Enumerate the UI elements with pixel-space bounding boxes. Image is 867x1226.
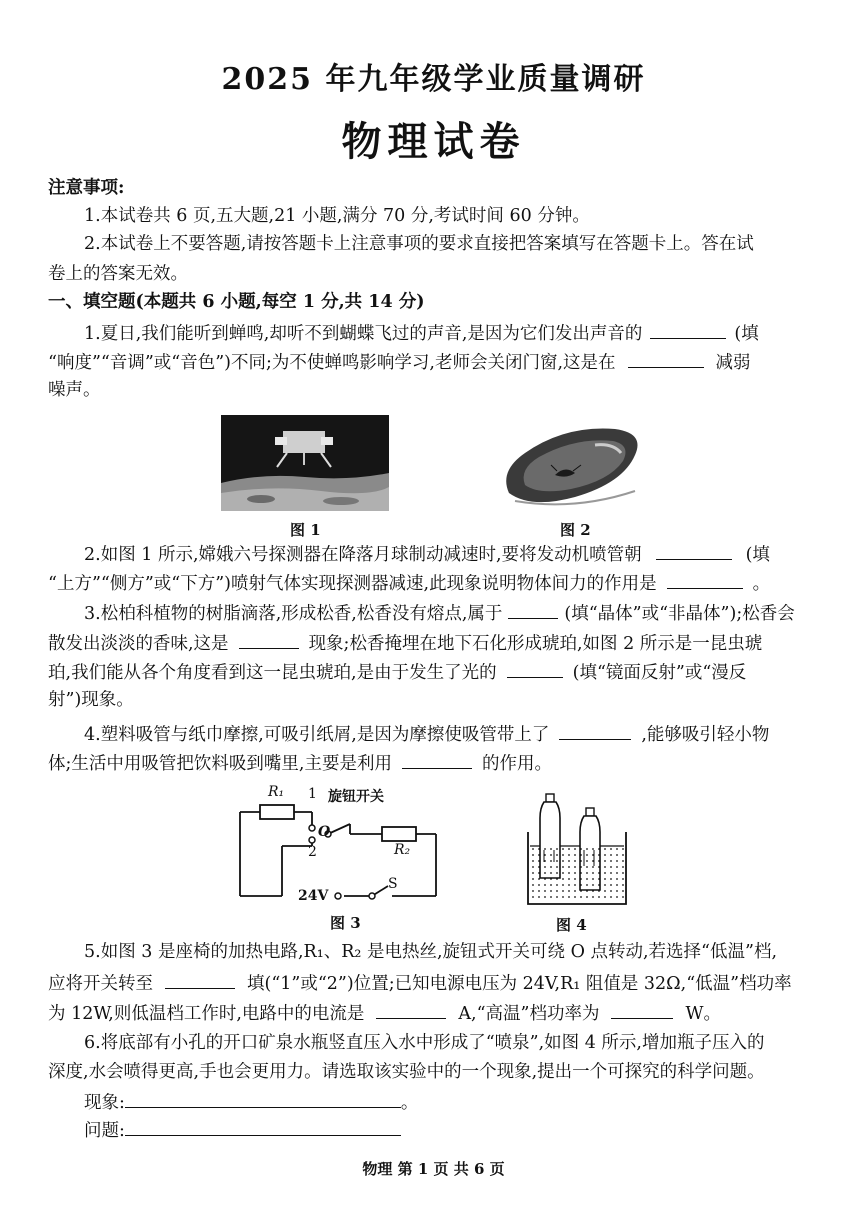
q6-line-2: 深度,水会喷得更高,手也会更用力。请选取该实验中的一个现象,提出一个可探究的科学问题。 <box>48 1062 765 1082</box>
position-2-label: 2 <box>308 844 317 860</box>
q3-blank-3 <box>507 659 563 678</box>
question-label: 问题: <box>84 1121 125 1141</box>
q5-line-1: 5.如图 3 是座椅的加热电路,R₁、R₂ 是电热丝,旋钮式开关可绕 O 点转动,若选择“低温”档, <box>84 942 778 962</box>
q5-blank-3 <box>611 1000 673 1019</box>
q5-text: A,“高温”档功率为 <box>458 1004 600 1024</box>
subject-title: 物理试卷 <box>341 118 526 165</box>
q2-text: “上方”“侧方”或“下方”)喷射气体实现探测器减速,此现象说明物体间力的作用是 <box>48 574 657 594</box>
q3-text: 珀,我们能从各个角度看到这一昆虫琥珀,是由于发生了光的 <box>48 663 497 683</box>
q5-text: 为 12W,则低温档工作时,电路中的电流是 <box>48 1004 365 1024</box>
q1-line-1 <box>84 320 864 346</box>
q5-text: 填(“1”或“2”)位置;已知电源电压为 24V,R₁ 阻值是 32Ω,“低温”档功率 <box>247 974 792 994</box>
q2-line-1 <box>84 541 864 567</box>
voltage-label: 24V <box>298 888 329 904</box>
figure-4-caption: 图 4 <box>556 916 587 934</box>
q1-blank-1 <box>650 320 726 339</box>
q5-line-3 <box>48 1000 828 1026</box>
figure-2-amber-photo <box>495 415 647 511</box>
figure-1-lunar-lander-photo <box>221 415 389 511</box>
q5-blank-2 <box>376 1000 446 1019</box>
q4-text: 体;生活中用吸管把饮料吸到嘴里,主要是利用 <box>48 754 392 774</box>
q3-text: (填“晶体”或“非晶体”);松香会 <box>564 604 795 624</box>
rotary-switch-label: 旋钮开关 <box>328 789 384 805</box>
phenomenon-label: 现象: <box>84 1093 125 1113</box>
figure-1-caption: 图 1 <box>290 521 321 539</box>
q3-text: 3.松柏科植物的树脂滴落,形成松香,松香没有熔点,属于 <box>84 604 503 624</box>
pivot-o-label: O <box>318 824 331 840</box>
q3-line-3 <box>48 659 828 685</box>
notice-item-2-cont: 卷上的答案无效。 <box>48 264 188 284</box>
q3-line-4: 射”)现象。 <box>48 690 134 710</box>
q2-blank-2 <box>667 570 743 589</box>
q1-blank-2 <box>628 349 704 368</box>
phenomenon-end: 。 <box>400 1093 419 1113</box>
q4-blank-2 <box>402 750 472 769</box>
q2-text: 。 <box>752 574 771 594</box>
page-title: 2025 年九年级学业质量调研 <box>221 62 646 97</box>
q5-text: W。 <box>685 1004 721 1024</box>
r1-label: R₁ <box>268 784 285 800</box>
figure-3-caption: 图 3 <box>330 914 361 932</box>
section-heading: 一、填空题(本题共 6 小题,每空 1 分,共 14 分) <box>48 292 425 312</box>
q4-text: 4.塑料吸管与纸巾摩擦,可吸引纸屑,是因为摩擦使吸管带上了 <box>84 725 550 745</box>
phenomenon-answer-line <box>125 1089 401 1108</box>
page-footer: 物理 第 1 页 共 6 页 <box>362 1160 505 1178</box>
notice-heading: 注意事项: <box>48 178 125 198</box>
switch-s-label: S <box>388 876 398 892</box>
notice-item-2: 2.本试卷上不要答题,请按答题卡上注意事项的要求直接把答案填写在答题卡上。答在试 <box>84 234 754 254</box>
q3-blank-1 <box>508 600 558 619</box>
q4-line-1 <box>84 721 864 747</box>
q2-text: (填 <box>745 545 770 565</box>
q5-line-2 <box>48 970 828 996</box>
q6-line-1: 6.将底部有小孔的开口矿泉水瓶竖直压入水中形成了“喷泉”,如图 4 所示,增加瓶子压入的 <box>84 1033 765 1053</box>
q3-line-1 <box>84 600 864 626</box>
figure-2-caption: 图 2 <box>560 521 591 539</box>
q3-text: 现象;松香掩埋在地下石化形成琥珀,如图 2 所示是一昆虫琥 <box>308 634 763 654</box>
q3-blank-2 <box>239 630 299 649</box>
q1-line-3: 噪声。 <box>48 380 101 400</box>
q6-question-row <box>84 1117 864 1143</box>
q1-line-2 <box>48 349 828 375</box>
q3-text: 散发出淡淡的香味,这是 <box>48 634 229 654</box>
q4-line-2 <box>48 750 828 776</box>
q2-line-2 <box>48 570 828 596</box>
r2-label: R₂ <box>394 842 411 858</box>
q1-text: “响度”“音调”或“音色”)不同;为不使蝉鸣影响学习,老师会关闭门窗,这是在 <box>48 353 616 373</box>
q6-phenomenon-row <box>84 1089 864 1115</box>
q5-text: 应将开关转至 <box>48 974 153 994</box>
q4-blank-1 <box>559 721 631 740</box>
q5-blank-1 <box>165 970 235 989</box>
notice-item-1: 1.本试卷共 6 页,五大题,21 小题,满分 70 分,考试时间 60 分钟。 <box>84 206 590 226</box>
q3-text: (填“镜面反射”或“漫反 <box>572 663 747 683</box>
q1-text: (填 <box>734 324 759 344</box>
q1-text: 减弱 <box>715 353 751 373</box>
question-answer-line <box>125 1117 401 1136</box>
q2-text: 2.如图 1 所示,嫦娥六号探测器在降落月球制动减速时,要将发动机喷管朝 <box>84 545 642 565</box>
q4-text: 的作用。 <box>481 754 552 774</box>
q4-text: ,能够吸引轻小物 <box>641 725 770 745</box>
figure-3-circuit-diagram <box>232 784 447 910</box>
position-1-label: 1 <box>308 786 317 802</box>
q2-blank-1 <box>656 541 732 560</box>
q1-text: 1.夏日,我们能听到蝉鸣,却听不到蝴蝶飞过的声音,是因为它们发出声音的 <box>84 324 643 344</box>
figure-4-bottle-fountain-diagram <box>524 792 629 912</box>
q3-line-2 <box>48 630 828 656</box>
